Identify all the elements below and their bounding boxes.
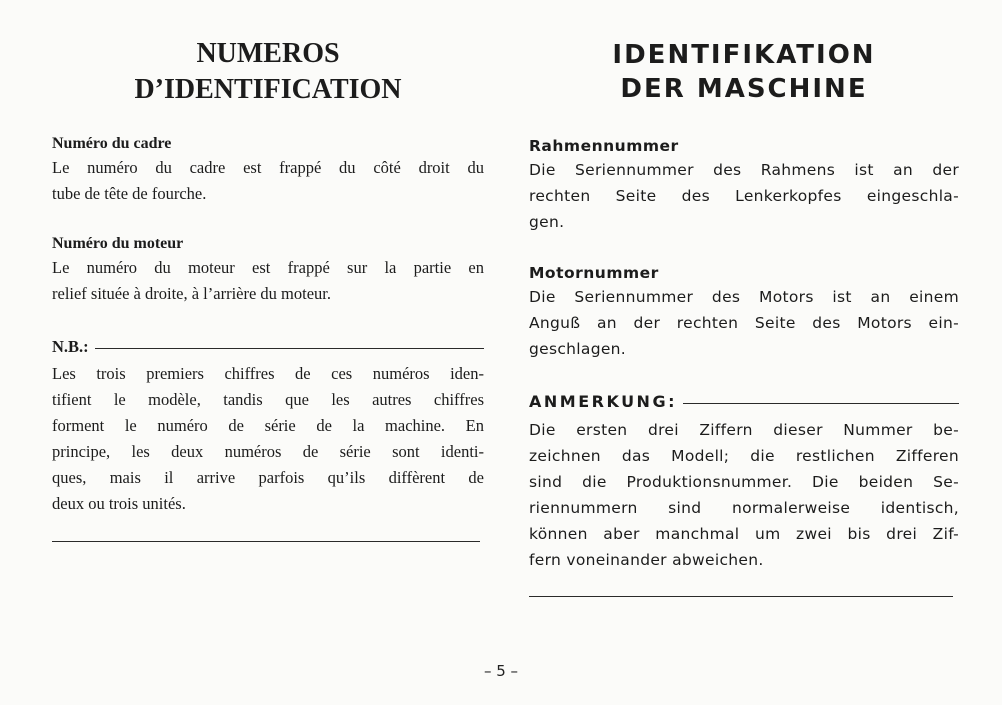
german-frame-line-1: Die Seriennummer des Rahmens ist an der xyxy=(529,161,959,179)
french-note-line-4: principe, les deux numéros de série sont identi- xyxy=(52,442,484,461)
german-note-label: ANMERKUNG: xyxy=(529,392,677,411)
french-note-text xyxy=(52,361,484,517)
french-frame-heading: Numéro du cadre xyxy=(52,135,172,152)
french-note-line-6: deux ou trois unités. xyxy=(52,494,186,513)
french-engine-section xyxy=(52,233,484,307)
german-frame-line-2: rechten Seite des Lenkerkopfes eingeschla- xyxy=(529,187,959,205)
german-frame-heading: Rahmennummer xyxy=(529,137,679,155)
french-end-rule xyxy=(52,541,480,542)
german-engine-line-2: Anguß an der rechten Seite des Motors ein- xyxy=(529,314,959,332)
french-engine-line-2: relief située à droite, à l’arrière du moteur. xyxy=(52,284,331,303)
french-title-line-2: D’IDENTIFICATION xyxy=(134,74,402,105)
french-frame-text xyxy=(52,155,484,207)
french-note-line-5: ques, mais il arrive parfois qu’ils diffèrent de xyxy=(52,468,484,487)
german-note-header xyxy=(529,391,959,413)
french-title-line-1: NUMEROS xyxy=(196,38,340,69)
german-title-line-1: IDENTIFIKATION xyxy=(612,40,876,70)
german-title-line-2: DER MASCHINE xyxy=(620,74,868,104)
french-engine-line-1: Le numéro du moteur est frappé sur la partie en xyxy=(52,258,484,277)
german-note-section xyxy=(529,391,959,573)
german-note-rule xyxy=(683,403,959,404)
french-note-header xyxy=(52,336,484,358)
german-frame-text xyxy=(529,157,959,235)
german-note-line-2: zeichnen das Modell; die restlichen Zifferen xyxy=(529,447,959,465)
german-note-line-6: fern voneinander abweichen. xyxy=(529,551,764,569)
german-engine-line-3: geschlagen. xyxy=(529,340,627,358)
german-engine-heading: Motornummer xyxy=(529,264,659,282)
french-engine-text xyxy=(52,255,484,307)
german-engine-line-1: Die Seriennummer des Motors ist an einem xyxy=(529,288,959,306)
german-frame-line-3: gen. xyxy=(529,213,565,231)
german-note-text xyxy=(529,417,959,573)
french-frame-line-1: Le numéro du cadre est frappé du côté droit du xyxy=(52,158,484,177)
german-end-rule xyxy=(529,596,953,597)
german-note-line-5: können aber manchmal um zwei bis drei Zif- xyxy=(529,525,959,543)
french-frame-line-2: tube de tête de fourche. xyxy=(52,184,207,203)
german-engine-text xyxy=(529,284,959,362)
french-note-line-3: forment le numéro de série de la machine. En xyxy=(52,416,484,435)
german-note-line-1: Die ersten drei Ziffern dieser Nummer be- xyxy=(529,421,959,439)
page-number: – 5 – xyxy=(483,662,519,680)
french-note-line-1: Les trois premiers chiffres de ces numéros iden- xyxy=(52,364,484,383)
german-note-line-4: riennummern sind normalerweise identisch, xyxy=(529,499,959,517)
french-note-section xyxy=(52,336,484,517)
french-note-rule xyxy=(95,348,484,349)
german-note-line-3: sind die Produktionsnummer. Die beiden Se- xyxy=(529,473,959,491)
french-frame-section xyxy=(52,133,484,207)
french-note-line-2: tifient le modèle, tandis que les autres chiffres xyxy=(52,390,484,409)
german-frame-section xyxy=(529,135,959,235)
french-title xyxy=(52,36,484,108)
french-note-label: N.B.: xyxy=(52,337,89,356)
german-engine-section xyxy=(529,262,959,362)
german-title xyxy=(529,38,959,106)
french-engine-heading: Numéro du moteur xyxy=(52,235,184,252)
